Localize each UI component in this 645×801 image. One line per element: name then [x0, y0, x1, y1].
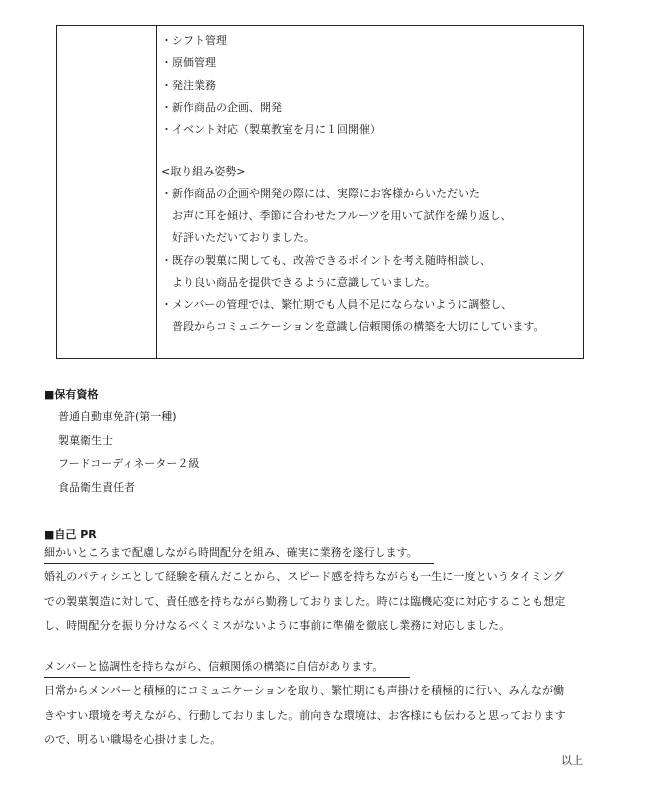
self-pr-title: ■自己 PR: [44, 528, 97, 541]
pr-headline-underline: [44, 563, 434, 564]
duty-item: ・イベント対応（製菓教室を月に１回開催）: [161, 123, 381, 137]
duty-item: ・原価管理: [161, 56, 216, 70]
qualification-item: 普通自動車免許(第一種): [58, 410, 177, 423]
pr-body-line: ので、明るい職場を心掛けました。: [44, 733, 222, 746]
duty-list: [161, 30, 381, 141]
work-stance-line: お声に耳を傾け、季節に合わせたフルーツを用いて試作を繰り返し、: [172, 209, 512, 223]
pr-body-1: [44, 565, 586, 639]
pr-body-line: での製菓製造に対して、責任感を持ちながら勤務しておりました。時には臨機応変に対応することも想定: [44, 594, 566, 608]
pr-headline-2: メンバーと協調性を持ちながら、信頼関係の構築に自信があります。: [44, 660, 384, 673]
pr-body-line: 婚礼のパティシエとして経験を積んだことから、スピード感を持ちながらも一生に一度というタイミング: [44, 570, 564, 583]
closing-mark: 以上: [561, 754, 583, 767]
pr-headline-1: 細かいところまで配慮しながら時間配分を組み、確実に業務を遂行します。: [44, 546, 418, 559]
work-stance-line: ・新作商品の企画や開発の際には、実際にお客様からいただいた: [161, 187, 480, 200]
work-stance-line: ・メンバーの管理では、繁忙期でも人員不足にならないように調整し、: [161, 297, 513, 311]
work-stance-line: 普段からコミュニケーションを意識し信頼関係の構築を大切にしています。: [172, 320, 545, 334]
work-stance-line: ・既存の製菓に関しても、改善できるポイントを考え随時相談し、: [161, 253, 491, 267]
qualifications-title: ■保有資格: [44, 388, 99, 401]
pr-body-line: 日常からメンバーと積極的にコミュニケーションを取り、繁忙期にも声掛けを積極的に行い、みんなが働: [44, 684, 565, 697]
work-stance-lines: [161, 183, 544, 338]
job-history-table: [56, 25, 584, 359]
work-stance-heading: <取り組み姿勢>: [161, 165, 246, 178]
work-stance-block: [161, 161, 544, 338]
duty-item: ・発注業務: [161, 78, 216, 92]
pr-body-line: し、時間配分を振り分けなるべくミスがないように事前に準備を徹底し業務に対応しました。: [44, 619, 511, 632]
qualifications-list: [58, 405, 199, 499]
work-stance-line: より良い商品を提供できるように意識していました。: [172, 275, 436, 289]
column-divider: [156, 26, 157, 358]
qualification-item: 製菓衛生士: [58, 433, 113, 447]
duty-item: ・新作商品の企画、開発: [161, 100, 282, 114]
pr-body-2: [44, 679, 586, 753]
qualification-item: フードコーディネーター２級: [58, 457, 200, 470]
qualification-item: 食品衛生責任者: [58, 480, 135, 494]
pr-headline-underline: [44, 677, 410, 678]
duty-item: ・シフト管理: [161, 34, 227, 47]
pr-body-line: きやすい環境を考えながら、行動しておりました。前向きな環境は、お客様にも伝わると思っております: [44, 708, 566, 722]
work-stance-line: 好評いただいておりました。: [172, 231, 315, 245]
